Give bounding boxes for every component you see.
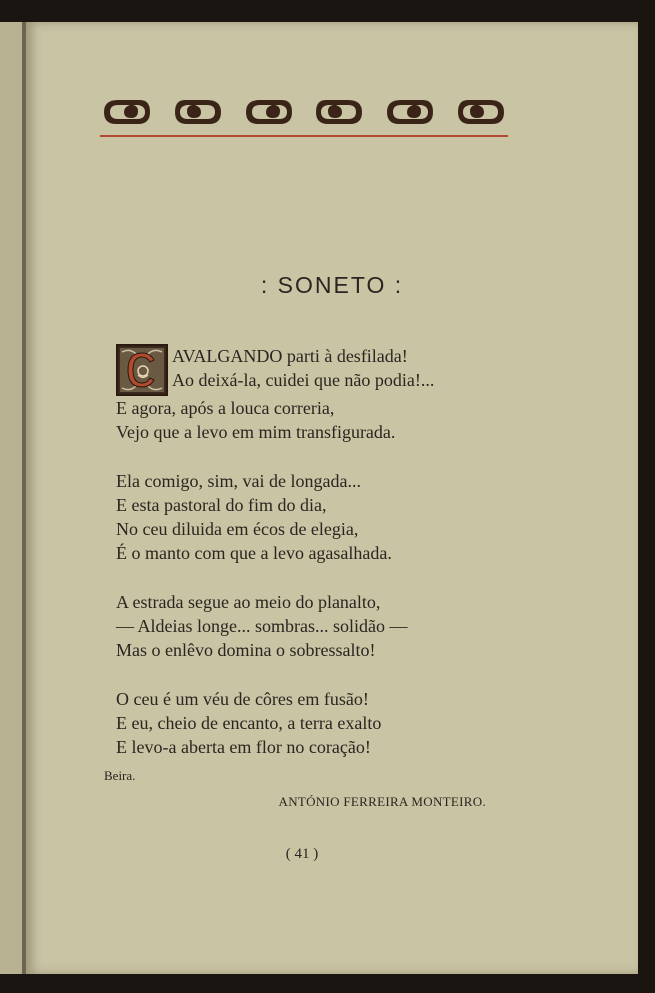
poem-line: AVALGANDO parti à desfilada! [172,346,408,366]
place-name: Beira. [104,768,136,783]
stanza-2 [116,469,586,565]
previous-page-edge [0,22,22,974]
scroll-ornament-icon [454,97,508,127]
scroll-ornament-icon [100,97,154,127]
book-page [26,22,638,974]
poem-line: A estrada segue ao meio do planalto, [116,592,381,612]
poem-line: E esta pastoral do fim do dia, [116,495,327,515]
poem-body [116,344,586,784]
ornament-border [100,94,508,130]
scroll-ornament-icon [383,97,437,127]
author-name: ANTÓNIO FERREIRA MONTEIRO. [278,794,486,809]
ornate-initial-c-icon [116,344,168,396]
poem-line: Mas o enlêvo domina o sobressalto! [116,640,376,660]
poem-line: Ao deixá-la, cuidei que não podia!... [172,370,435,390]
stanza-1 [116,344,586,444]
stanza-4 [116,687,586,759]
poem-line: E eu, cheio de encanto, a terra exalto [116,713,382,733]
poem-line: É o manto com que a levo agasalhada. [116,543,392,563]
scroll-ornament-icon [171,97,225,127]
poem-line: O ceu é um véu de côres em fusão! [116,689,369,709]
poem-line: No ceu diluida em écos de elegia, [116,519,359,539]
poem-line: — Aldeias longe... sombras... solidão — [116,616,408,636]
poem-line: Vejo que a levo em mim transfigurada. [116,422,396,442]
scroll-ornament-icon [242,97,296,127]
poem-line: Ela comigo, sim, vai de longada... [116,471,361,491]
scroll-ornament-icon [312,97,366,127]
poem-line: E levo-a aberta em flor no coração! [116,737,371,757]
poem-line: E agora, após a louca correria, [116,398,335,418]
ornament-rule [100,135,508,137]
poem-title: : SONETO : [260,272,404,298]
stanza-3 [116,590,586,662]
page-number: ( 41 ) [285,846,319,862]
